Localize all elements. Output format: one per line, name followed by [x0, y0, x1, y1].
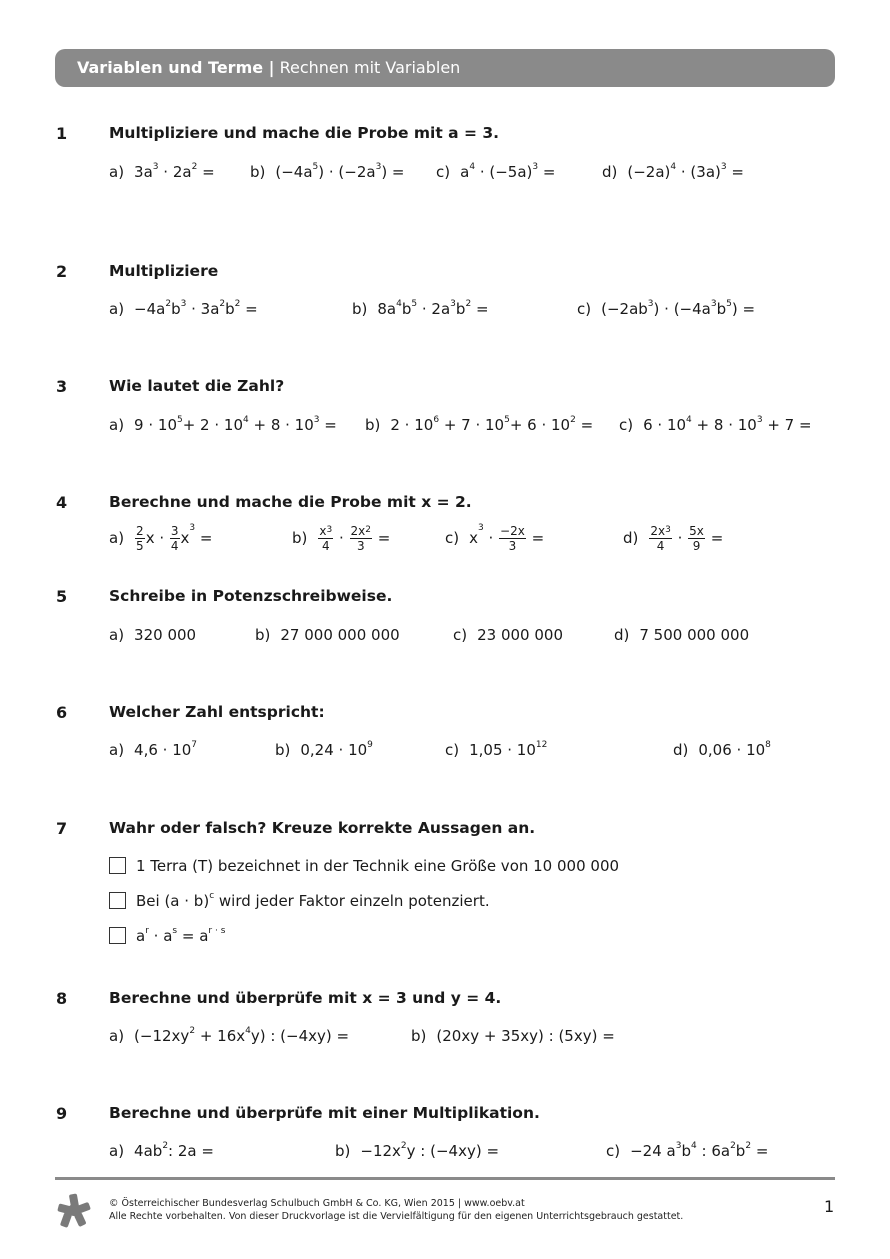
task-2-b: b) $8a^4b^5 \cdot 2a^3b^2$ =	[352, 299, 489, 318]
statement-1-checkbox[interactable]	[109, 857, 126, 874]
task-number: 2	[56, 262, 68, 281]
task-number: 3	[56, 377, 68, 396]
task-1-c: c) $a^4 \cdot (-5a)^3$ =	[436, 162, 556, 181]
task-3-c: c) $6 \cdot 10^4 + 8 \cdot 10^3 + 7$ =	[619, 415, 812, 434]
copyright-notice: © Österreichischer Bundesverlag Schulbuch GmbH & Co. KG, Wien 2015 | www.oebv.at Alle Rechte vorbehalten. Von dieser Druckvorlage ist die Vervielfältigung für den eigenen Unterrichtsgebrauch gestattet.	[109, 1198, 684, 1222]
task-5-c: c) 23 000 000	[453, 626, 563, 644]
task-2-a: $a) -4a^2b^3 \cdot 3a^2b^2$ =	[109, 299, 258, 318]
task-title: Wahr oder falsch? Kreuze korrekte Aussagen an.	[109, 819, 536, 837]
task-6-d: d) $0,06 \cdot 10^8$	[673, 740, 771, 759]
task-title: Multipliziere	[109, 262, 219, 280]
task-number: 4	[56, 493, 68, 512]
statement-2: Bei $(a \cdot b)^c$ wird jeder Faktor einzeln potenziert.	[136, 891, 490, 910]
page-header	[55, 49, 835, 87]
task-number: 6	[56, 703, 68, 722]
task-6-c: c) $1,05 \cdot 10^{12}$	[445, 740, 548, 759]
task-1-b: b) $(-4a^5) \cdot (-2a^3)$ =	[250, 162, 405, 181]
task-4-c: c) $x^3$ · $\frac{-2x}{3}$ =	[445, 523, 545, 553]
task-4-a: a) $\frac{2}{5}$ x · $\frac{3}{4}$ $x^3$ =	[109, 523, 213, 553]
task-6-b: b) $0,24 \cdot 10^9$	[275, 740, 373, 759]
task-1-d: d) $(-2a)^4 \cdot (3a)^3$ =	[602, 162, 744, 181]
task-9-b: $b) -12x^2y$ : (−4xy) =	[335, 1141, 500, 1160]
task-title: Berechne und überprüfe mit einer Multiplikation.	[109, 1104, 540, 1122]
task-8-a: a) $(-12xy^2 + 16x^4y)$ : (−4xy) =	[109, 1026, 350, 1045]
task-title: Wie lautet die Zahl?	[109, 377, 285, 395]
task-6-a: a) $4,6 \cdot 10^7$	[109, 740, 198, 759]
statement-2-checkbox[interactable]	[109, 892, 126, 909]
task-title: Schreibe in Potenzschreibweise.	[109, 587, 393, 605]
task-number: 7	[56, 819, 68, 838]
task-4-d: d) $\frac{2x^3}{4}$ · $\frac{5x}{9}$ =	[623, 524, 724, 553]
statement-3-checkbox[interactable]	[109, 927, 126, 944]
task-title: Berechne und mache die Probe mit x = 2.	[109, 493, 472, 511]
task-number: 9	[56, 1104, 68, 1123]
task-4-b: b) $\frac{x^3}{4}$ · $\frac{2x^2}{3}$ =	[292, 524, 391, 553]
task-9-a: a) $4ab^2$: 2a =	[109, 1141, 214, 1160]
task-5-a: a) 320 000	[109, 626, 197, 644]
task-title: Welcher Zahl entspricht:	[109, 703, 325, 721]
footer-divider	[55, 1177, 835, 1180]
task-number: 8	[56, 989, 68, 1008]
task-title: Multipliziere und mache die Probe mit a = 3.	[109, 124, 500, 142]
task-3-b: b) $2 \cdot 10^6 + 7 \cdot 10^5+ 6 \cdot 10^2$ =	[365, 415, 594, 434]
task-9-c: c) −24 $a^3b^4$ : $6a^2b^2$ =	[606, 1141, 769, 1160]
task-5-b: b) 27 000 000 000	[255, 626, 400, 644]
header-topic: Variablen und Terme |	[77, 58, 275, 77]
statement-1: 1 Terra (T) bezeichnet in der Technik eine Größe von 10 000 000	[136, 857, 620, 875]
statement-3: $a^r \cdot a^s = a^{r \cdot s}$	[136, 926, 226, 945]
header-subtopic: Rechnen mit Variablen	[279, 58, 461, 77]
task-5-d: d) 7 500 000 000	[614, 626, 750, 644]
task-number: 5	[56, 587, 68, 606]
task-title: Berechne und überprüfe mit x = 3 und y = 4.	[109, 989, 502, 1007]
task-1-a: a) $3a^3 \cdot 2a^2$ =	[109, 162, 215, 181]
publisher-logo-icon	[56, 1192, 92, 1228]
task-3-a: a) $9 \cdot 10^5+ 2 \cdot 10^4 + 8 \cdot 10^3$ =	[109, 415, 337, 434]
page-number: 1	[824, 1197, 835, 1216]
task-8-b: b) (20xy + 35xy) : (5xy) =	[411, 1027, 615, 1045]
task-2-c: c) $(-2ab^3) \cdot (-4a^3b^5)$ =	[577, 299, 756, 318]
task-number: 1	[56, 124, 68, 143]
